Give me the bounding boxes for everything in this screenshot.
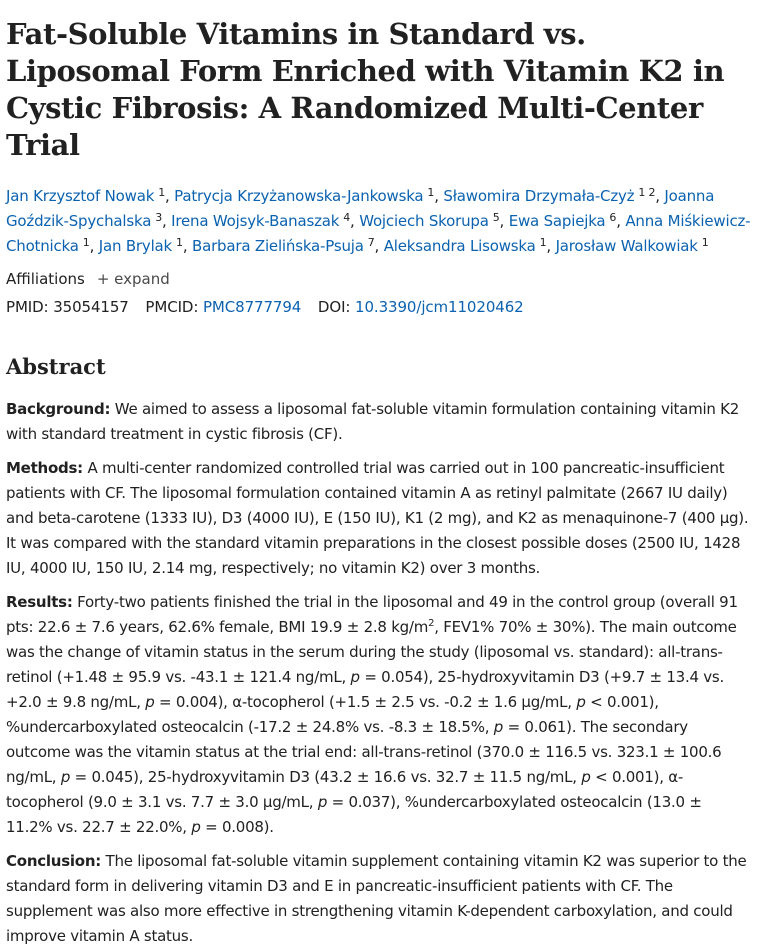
author-affiliation-ref[interactable]: 1 — [176, 236, 183, 249]
author-link[interactable]: Aleksandra Lisowska — [383, 237, 536, 255]
author-affiliation-ref[interactable]: 1 — [701, 236, 709, 249]
author-affiliation-ref[interactable]: 3 — [155, 211, 163, 224]
abstract-methods — [6, 456, 752, 581]
author-affiliation-ref[interactable]: 4 — [343, 211, 351, 224]
author-link[interactable]: Jan Brylak — [98, 237, 173, 255]
abstract-heading: Abstract — [6, 354, 106, 379]
author-link[interactable]: Anna Miśkiewicz-Chotnicka — [6, 212, 751, 255]
methods-text: A multi-center randomized controlled trial was carried out in 100 pancreatic-insufficient patients with CF. The liposomal formulation contained vitamin A as retinyl palmitate (2667 IU daily) and beta-carotene (1333 IU), D3 (4000 IU), E (150 IU), K1 (2 mg), and K2 as menaquinone-7 (400 µg). It was compared with the standard vitamin preparations in the closest possible doses (2500 IU, 1428 IU, 4000 IU, 150 IU, 2.14 mg, respectively; no vitamin K2) over 3 months. — [6, 459, 749, 577]
pmcid-link[interactable]: PMC8777794 — [202, 298, 302, 316]
author-affiliation-ref[interactable]: 7 — [367, 236, 375, 249]
author-affiliation-ref[interactable]: 1 — [158, 186, 165, 199]
abstract-body — [6, 397, 752, 949]
author-list: Jan Krzysztof Nowak $^1$, Patrycja Krzyżanowska-Jankowska $^1$, Sławomira Drzymała-Czyż $^{1 2}$, Joanna Goździk-Spychalska $^3$, Irena Wojsyk-Banaszak $^4$, Wojciech Skorupa $^5$, Ewa Sapiejka $^6$, Anna Miśkiewicz-Chotnicka $^1$, Jan Brylak $^1$, Barbara Zielińska-Psuja $^7$, Aleksandra Lisowska $^1$, Jarosław Walkowiak $^1$ — [6, 186, 751, 255]
author-link[interactable]: Wojciech Skorupa — [359, 212, 489, 230]
author-link[interactable]: Joanna Goździk-Spychalska — [6, 187, 715, 230]
background-text: We aimed to assess a liposomal fat-soluble vitamin formulation containing vitamin K2 with standard treatment in cystic fibrosis (CF). — [6, 400, 740, 443]
author-link[interactable]: Barbara Zielińska-Psuja — [192, 237, 364, 255]
conclusion-text: The liposomal fat-soluble vitamin supplement containing vitamin K2 was superior to the standard form in delivering vitamin D3 and E in pancreatic-insufficient patients with CF. The supplement was also more effective in strengthening vitamin K-dependent carboxylation, and could improve vitamin A status. — [6, 852, 747, 945]
pmid-label: PMID: — [6, 298, 49, 316]
conclusion-label: Conclusion: — [6, 852, 102, 870]
pmid-value: 35054157 — [53, 298, 129, 316]
author-affiliation-ref[interactable]: 1 — [427, 186, 435, 199]
author-affiliation-ref[interactable]: 6 — [609, 211, 617, 224]
affiliations-label: Affiliations — [6, 270, 85, 288]
background-label: Background: — [6, 400, 111, 418]
article-title: Fat-Soluble Vitamins in Standard vs. Liposomal Form Enriched with Vitamin K2 in Cystic Fibrosis: A Randomized Multi-Center Trial — [6, 17, 725, 162]
affiliations-toggle[interactable] — [6, 267, 752, 291]
doi-label: DOI: — [317, 298, 351, 316]
author-link[interactable]: Jarosław Walkowiak — [555, 237, 698, 255]
article-identifiers — [6, 295, 752, 319]
author-affiliation-ref[interactable]: 1 — [82, 236, 90, 249]
expand-affiliations-button[interactable]: + expand — [96, 270, 170, 288]
pmcid-label: PMCID: — [145, 298, 199, 316]
abstract-background — [6, 397, 752, 447]
results-label: Results: — [6, 593, 73, 611]
author-link[interactable]: Patrycja Krzyżanowska-Jankowska — [174, 187, 424, 205]
author-affiliation-ref[interactable]: 1 2 — [638, 186, 656, 199]
author-link[interactable]: Irena Wojsyk-Banaszak — [171, 212, 340, 230]
author-link[interactable]: Jan Krzysztof Nowak — [6, 187, 155, 205]
author-affiliation-ref[interactable]: 1 — [539, 236, 547, 249]
abstract-conclusion — [6, 849, 752, 949]
abstract-results: Results: Forty-two patients finished the trial in the liposomal and 49 in the control group (overall 91 pts: 22.6 ± 7.6 years, 62.6% female, BMI 19.9 ± 2.8 $kg/m^2$, FEV1% 70% ± 30%). The main outcome was the change of vitamin status in the serum during the study (liposomal vs. standard): all-trans-retinol (+1.48 ± 95.9 vs. -43.1 ± 121.4 ng/mL, p = 0.054), 25-hydroxyvitamin D3 (+9.7 ± 13.4 vs. +2.0 ± 9.8 ng/mL, p = 0.004), α-tocopherol (+1.5 ± 2.5 vs. -0.2 ± 1.6 µg/mL, p < 0.001), %undercarboxylated osteocalcin (-17.2 ± 24.8% vs. -8.3 ± 18.5%, p = 0.061). The secondary outcome was the vitamin status at the trial end: all-trans-retinol (370.0 ± 116.5 vs. 323.1 ± 100.6 ng/mL, p = 0.045), 25-hydroxyvitamin D3 (43.2 ± 16.6 vs. 32.7 ± 11.5 ng/mL, p < 0.001), α-tocopherol (9.0 ± 3.1 vs. 7.7 ± 3.0 µg/mL, p = 0.037), %undercarboxylated osteocalcin (13.0 ± 11.2% vs. 22.7 ± 22.0%, p = 0.008). — [6, 593, 738, 836]
author-link[interactable]: Ewa Sapiejka — [508, 212, 606, 230]
methods-label: Methods: — [6, 459, 83, 477]
author-affiliation-ref[interactable]: 5 — [492, 211, 500, 224]
author-link[interactable]: Sławomira Drzymała-Czyż — [443, 187, 635, 205]
doi-link[interactable]: 10.3390/jcm11020462 — [355, 298, 524, 316]
